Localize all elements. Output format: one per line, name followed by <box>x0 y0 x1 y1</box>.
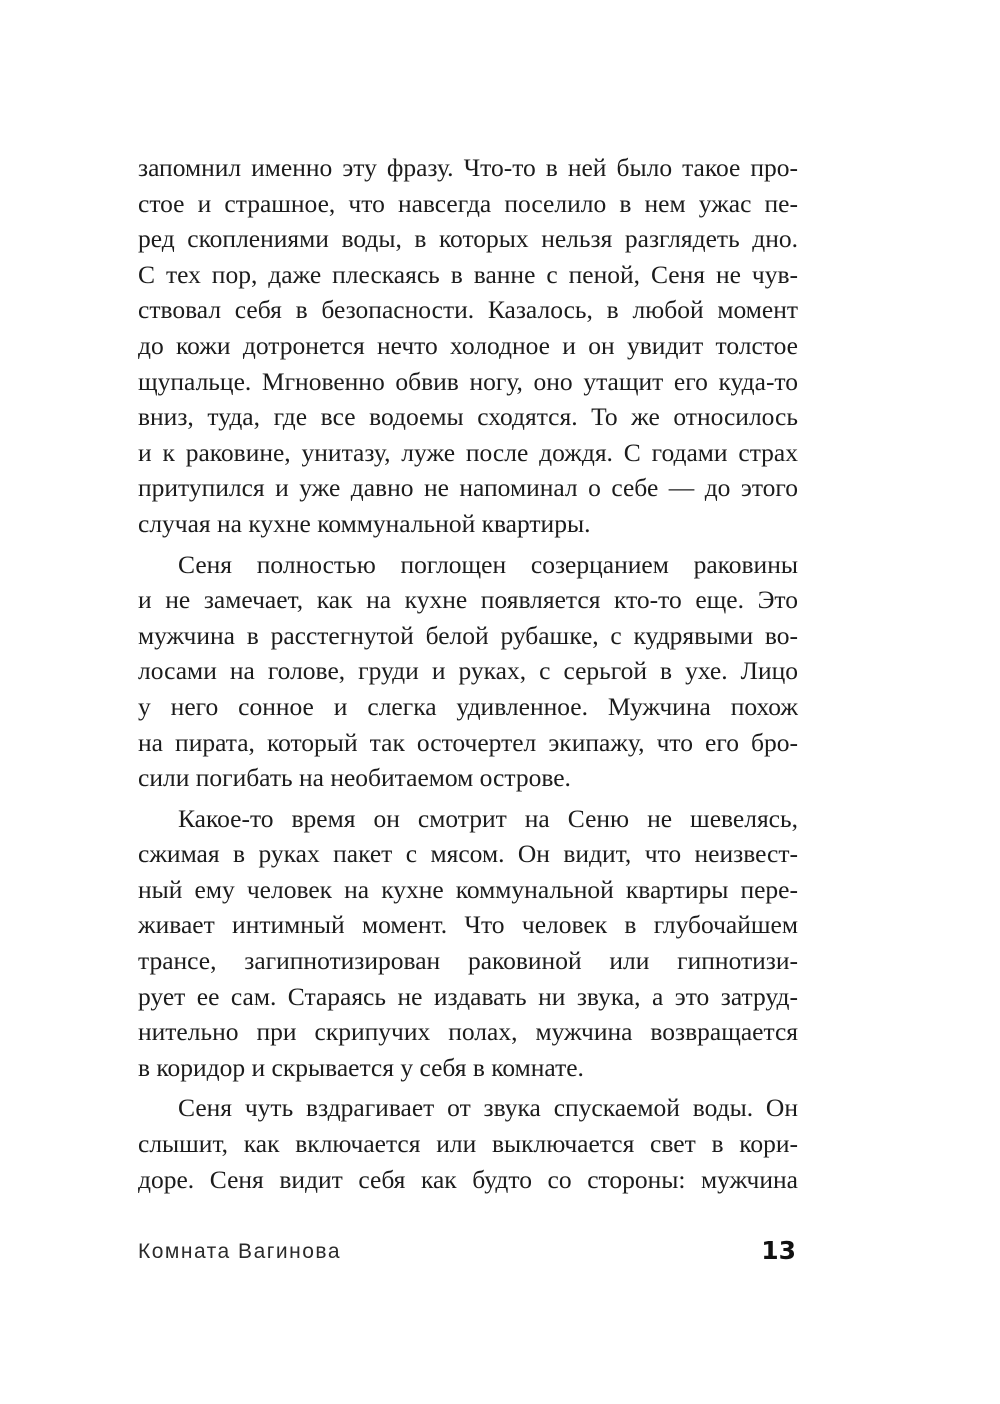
text-line: трансе, загипнотизирован раковиной или гипнотизи- <box>138 946 798 976</box>
text-line: щупальце. Мгновенно обвив ногу, оно утащит его куда-то <box>138 366 798 396</box>
text-line: стое и страшное, что навсегда поселило в нем ужас пе- <box>138 188 798 218</box>
text-line: и не замечает, как на кухне появляется кто-то еще. Это <box>138 585 798 615</box>
text-line: сжимая в руках пакет с мясом. Он видит, что неизвест- <box>138 839 798 869</box>
paragraph-2 <box>138 547 798 796</box>
text-line: живает интимный момент. Что человек в глубочайшем <box>138 910 798 940</box>
text-line: Сеня полностью поглощен созерцанием раковины <box>178 549 798 579</box>
text-line: у него сонное и слегка удивленное. Мужчина похож <box>138 691 798 721</box>
text-line: и к раковине, унитазу, луже после дождя. С годами страх <box>138 437 798 467</box>
text-line: вниз, туда, где все водоемы сходятся. То же относилось <box>138 402 798 432</box>
text-line: до кожи дотронется нечто холодное и он увидит толстое <box>138 330 798 360</box>
text-line: рует ее сам. Стараясь не издавать ни звука, а это затруд- <box>138 981 798 1011</box>
text-line: на пирата, который так осточертел экипажу, что его бро- <box>138 727 798 757</box>
text-line: Сеня чуть вздрагивает от звука спускаемой воды. Он <box>178 1093 798 1123</box>
text-line: слышит, как включается или выключается свет в кори- <box>138 1129 798 1159</box>
text-line: Какое-то время он смотрит на Сеню не шевелясь, <box>178 803 798 833</box>
paragraph-4 <box>138 1090 798 1197</box>
text-line: мужчина в расстегнутой белой рубашке, с кудрявыми во- <box>138 620 798 650</box>
text-line: в коридор и скрывается у себя в комнате. <box>138 1052 584 1082</box>
text-line: сили погибать на необитаемом острове. <box>138 763 571 793</box>
text-line: ствовал себя в безопасности. Казалось, в любой момент <box>138 295 798 325</box>
text-line: притупился и уже давно не напоминал о себе — до этого <box>138 473 798 503</box>
text-line: ный ему человек на кухне коммунальной квартиры пере- <box>138 874 798 904</box>
text-line: лосами на голове, груди и руках, с серьгой в ухе. Лицо <box>138 656 798 686</box>
text-line: случая на кухне коммунальной квартиры. <box>138 508 591 538</box>
text-line: доре. Сеня видит себя как будто со стороны: мужчина <box>138 1164 798 1194</box>
page-number: 13 <box>761 1236 796 1265</box>
text-line: ред скоплениями воды, в которых нельзя разглядеть дно. <box>138 224 798 254</box>
body-text <box>138 150 798 1197</box>
text-line: запомнил именно эту фразу. Что-то в ней было такое про- <box>138 153 798 182</box>
text-line: С тех пор, даже плескаясь в ванне с пеной, Сеня не чув- <box>138 259 798 289</box>
paragraph-1 <box>138 150 798 542</box>
paragraph-3 <box>138 801 798 1086</box>
text-line: нительно при скрипучих полах, мужчина возвращается <box>138 1017 798 1047</box>
running-footer-title: Комната Вагинова <box>138 1240 342 1263</box>
